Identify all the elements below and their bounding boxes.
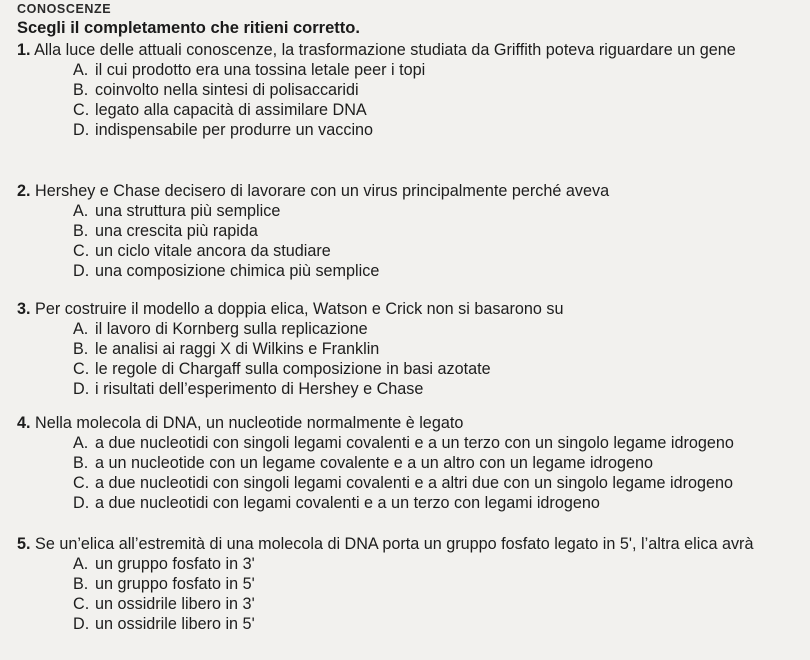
- option-letter: B.: [73, 81, 89, 99]
- option-text: indispensabile per produrre un vaccino: [95, 121, 374, 139]
- option-letter: D.: [73, 262, 90, 280]
- option-letter: B.: [73, 454, 89, 472]
- option-letter: C.: [73, 595, 90, 613]
- option-letter: A.: [73, 555, 89, 573]
- option-text: a due nucleotidi con legami covalenti e a un terzo con legami idrogeno: [95, 494, 600, 512]
- question-2: [17, 181, 803, 281]
- option-text: un gruppo fosfato in 3': [95, 555, 255, 573]
- option-a[interactable]: [17, 201, 803, 221]
- option-letter: B.: [73, 340, 89, 358]
- option-letter: C.: [73, 101, 90, 119]
- instruction-text: Scegli il completamento che ritieni corretto.: [17, 19, 360, 37]
- options-list: [17, 201, 803, 281]
- option-text: un gruppo fosfato in 5': [95, 575, 255, 593]
- question-number: 1.: [17, 41, 31, 59]
- question-4: [17, 413, 803, 513]
- option-letter: A.: [73, 434, 89, 452]
- option-letter: A.: [73, 61, 89, 79]
- question-text: Se un’elica all’estremità di una molecola di DNA porta un gruppo fosfato legato in 5', l’altra elica avrà: [35, 535, 754, 553]
- options-list: [17, 433, 803, 513]
- option-text: un ossidrile libero in 3': [95, 595, 255, 613]
- option-text: una struttura più semplice: [95, 202, 281, 220]
- options-list: [17, 554, 803, 634]
- option-a[interactable]: [17, 319, 803, 339]
- question-text: Per costruire il modello a doppia elica, Watson e Crick non si basarono su: [35, 300, 564, 318]
- option-b[interactable]: [17, 221, 803, 241]
- option-letter: A.: [73, 320, 89, 338]
- option-c[interactable]: [17, 359, 803, 379]
- options-list: [17, 319, 803, 399]
- option-c[interactable]: [17, 100, 803, 120]
- option-b[interactable]: [17, 574, 803, 594]
- question-stem: [17, 299, 803, 319]
- option-a[interactable]: [17, 60, 803, 80]
- question-stem: [17, 413, 803, 433]
- question-text: Nella molecola di DNA, un nucleotide normalmente è legato: [35, 414, 464, 432]
- option-a[interactable]: [17, 433, 803, 453]
- option-text: una composizione chimica più semplice: [95, 262, 380, 280]
- option-c[interactable]: [17, 241, 803, 261]
- option-d[interactable]: [17, 493, 803, 513]
- question-number: 2.: [17, 182, 31, 200]
- question-5: [17, 534, 803, 634]
- option-letter: D.: [73, 121, 90, 139]
- option-text: a due nucleotidi con singoli legami covalenti e a altri due con un singolo legame idrogeno: [95, 474, 734, 492]
- option-letter: C.: [73, 360, 90, 378]
- option-letter: D.: [73, 494, 90, 512]
- option-text: le regole di Chargaff sulla composizione in basi azotate: [95, 360, 491, 378]
- question-number: 4.: [17, 414, 31, 432]
- option-c[interactable]: [17, 594, 803, 614]
- option-text: a due nucleotidi con singoli legami covalenti e a un terzo con un singolo legame idrogeno: [95, 434, 734, 452]
- option-a[interactable]: [17, 554, 803, 574]
- question-3: [17, 299, 803, 399]
- question-stem: [17, 40, 803, 60]
- options-list: [17, 60, 803, 140]
- option-text: il lavoro di Kornberg sulla replicazione: [95, 320, 368, 338]
- option-b[interactable]: [17, 339, 803, 359]
- option-b[interactable]: [17, 453, 803, 473]
- option-d[interactable]: [17, 614, 803, 634]
- question-number: 5.: [17, 535, 31, 553]
- option-letter: D.: [73, 380, 90, 398]
- option-letter: C.: [73, 474, 90, 492]
- option-text: i risultati dell’esperimento di Hershey e Chase: [95, 380, 424, 398]
- option-letter: A.: [73, 202, 89, 220]
- option-d[interactable]: [17, 379, 803, 399]
- option-letter: D.: [73, 615, 90, 633]
- section-label: CONOSCENZE: [17, 2, 112, 16]
- option-d[interactable]: [17, 261, 803, 281]
- option-text: coinvolto nella sintesi di polisaccaridi: [95, 81, 359, 99]
- option-letter: B.: [73, 575, 89, 593]
- option-text: legato alla capacità di assimilare DNA: [95, 101, 367, 119]
- question-number: 3.: [17, 300, 31, 318]
- question-1: [17, 40, 803, 140]
- option-d[interactable]: [17, 120, 803, 140]
- question-text: Alla luce delle attuali conoscenze, la trasformazione studiata da Griffith poteva riguardare un gene: [34, 41, 736, 59]
- question-stem: [17, 534, 803, 554]
- question-text: Hershey e Chase decisero di lavorare con un virus principalmente perché aveva: [35, 182, 610, 200]
- option-text: il cui prodotto era una tossina letale peer i topi: [95, 61, 426, 79]
- question-stem: [17, 181, 803, 201]
- option-text: una crescita più rapida: [95, 222, 258, 240]
- option-letter: C.: [73, 242, 90, 260]
- option-text: le analisi ai raggi X di Wilkins e Franklin: [95, 340, 380, 358]
- option-text: un ciclo vitale ancora da studiare: [95, 242, 331, 260]
- option-text: un ossidrile libero in 5': [95, 615, 255, 633]
- option-text: a un nucleotide con un legame covalente e a un altro con un legame idrogeno: [95, 454, 653, 472]
- option-c[interactable]: [17, 473, 803, 493]
- option-b[interactable]: [17, 80, 803, 100]
- option-letter: B.: [73, 222, 89, 240]
